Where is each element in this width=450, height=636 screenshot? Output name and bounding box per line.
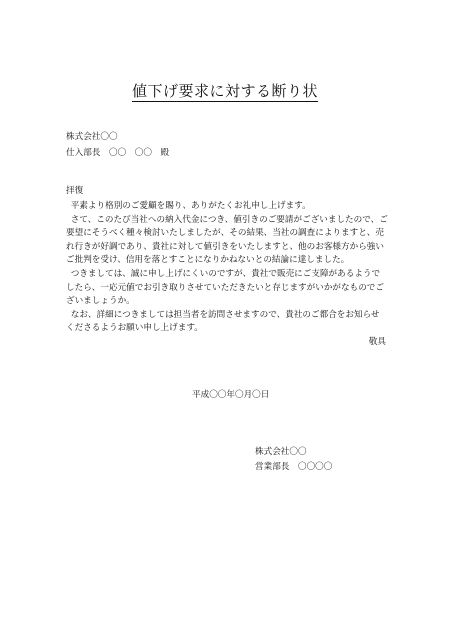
recipient-company: 株式会社〇〇	[66, 132, 118, 142]
body-paragraph: なお、詳細につきましては担当者を訪問させますので、貴社のご都合をお知らせくださるようお願い申し上げます。	[66, 309, 380, 334]
recipient-name: 仕入部長 〇〇 〇〇 殿	[66, 148, 170, 158]
body-paragraph: さて、このたび当社への納入代金につき、値引きのご要請がございましたので、ご要望にそうべく種々検討いたしましたが、その結果、当社の調査によりますと、売れ行きが好調であり、貴社に対して値引きをいたしますと、他のお客様方から強いご批判を受け、信用を落とすことになりかねないとの結論に達しました。	[66, 214, 388, 266]
body-paragraph: つきましては、誠に申し上げにくいのですが、貴社で販売にご支障があるようでしたら、一応元値でお引き取りさせていただきたいと存じますがいかがなものでございましょうか。	[66, 268, 384, 307]
sender-name: 営業部長 〇〇〇〇	[255, 462, 333, 472]
salutation: 拝復	[66, 186, 84, 196]
sender-company: 株式会社〇〇	[255, 447, 307, 457]
letter-body	[66, 200, 388, 336]
letter-date: 平成〇〇年〇月〇日	[192, 390, 270, 400]
document-title-text: 値下げ要求に対する断り状	[131, 82, 318, 100]
closing: 敬具	[368, 337, 386, 347]
document-title	[0, 80, 450, 101]
body-paragraph: 平素より格別のご愛顧を賜り、ありがたくお礼申し上げます。	[70, 201, 311, 211]
